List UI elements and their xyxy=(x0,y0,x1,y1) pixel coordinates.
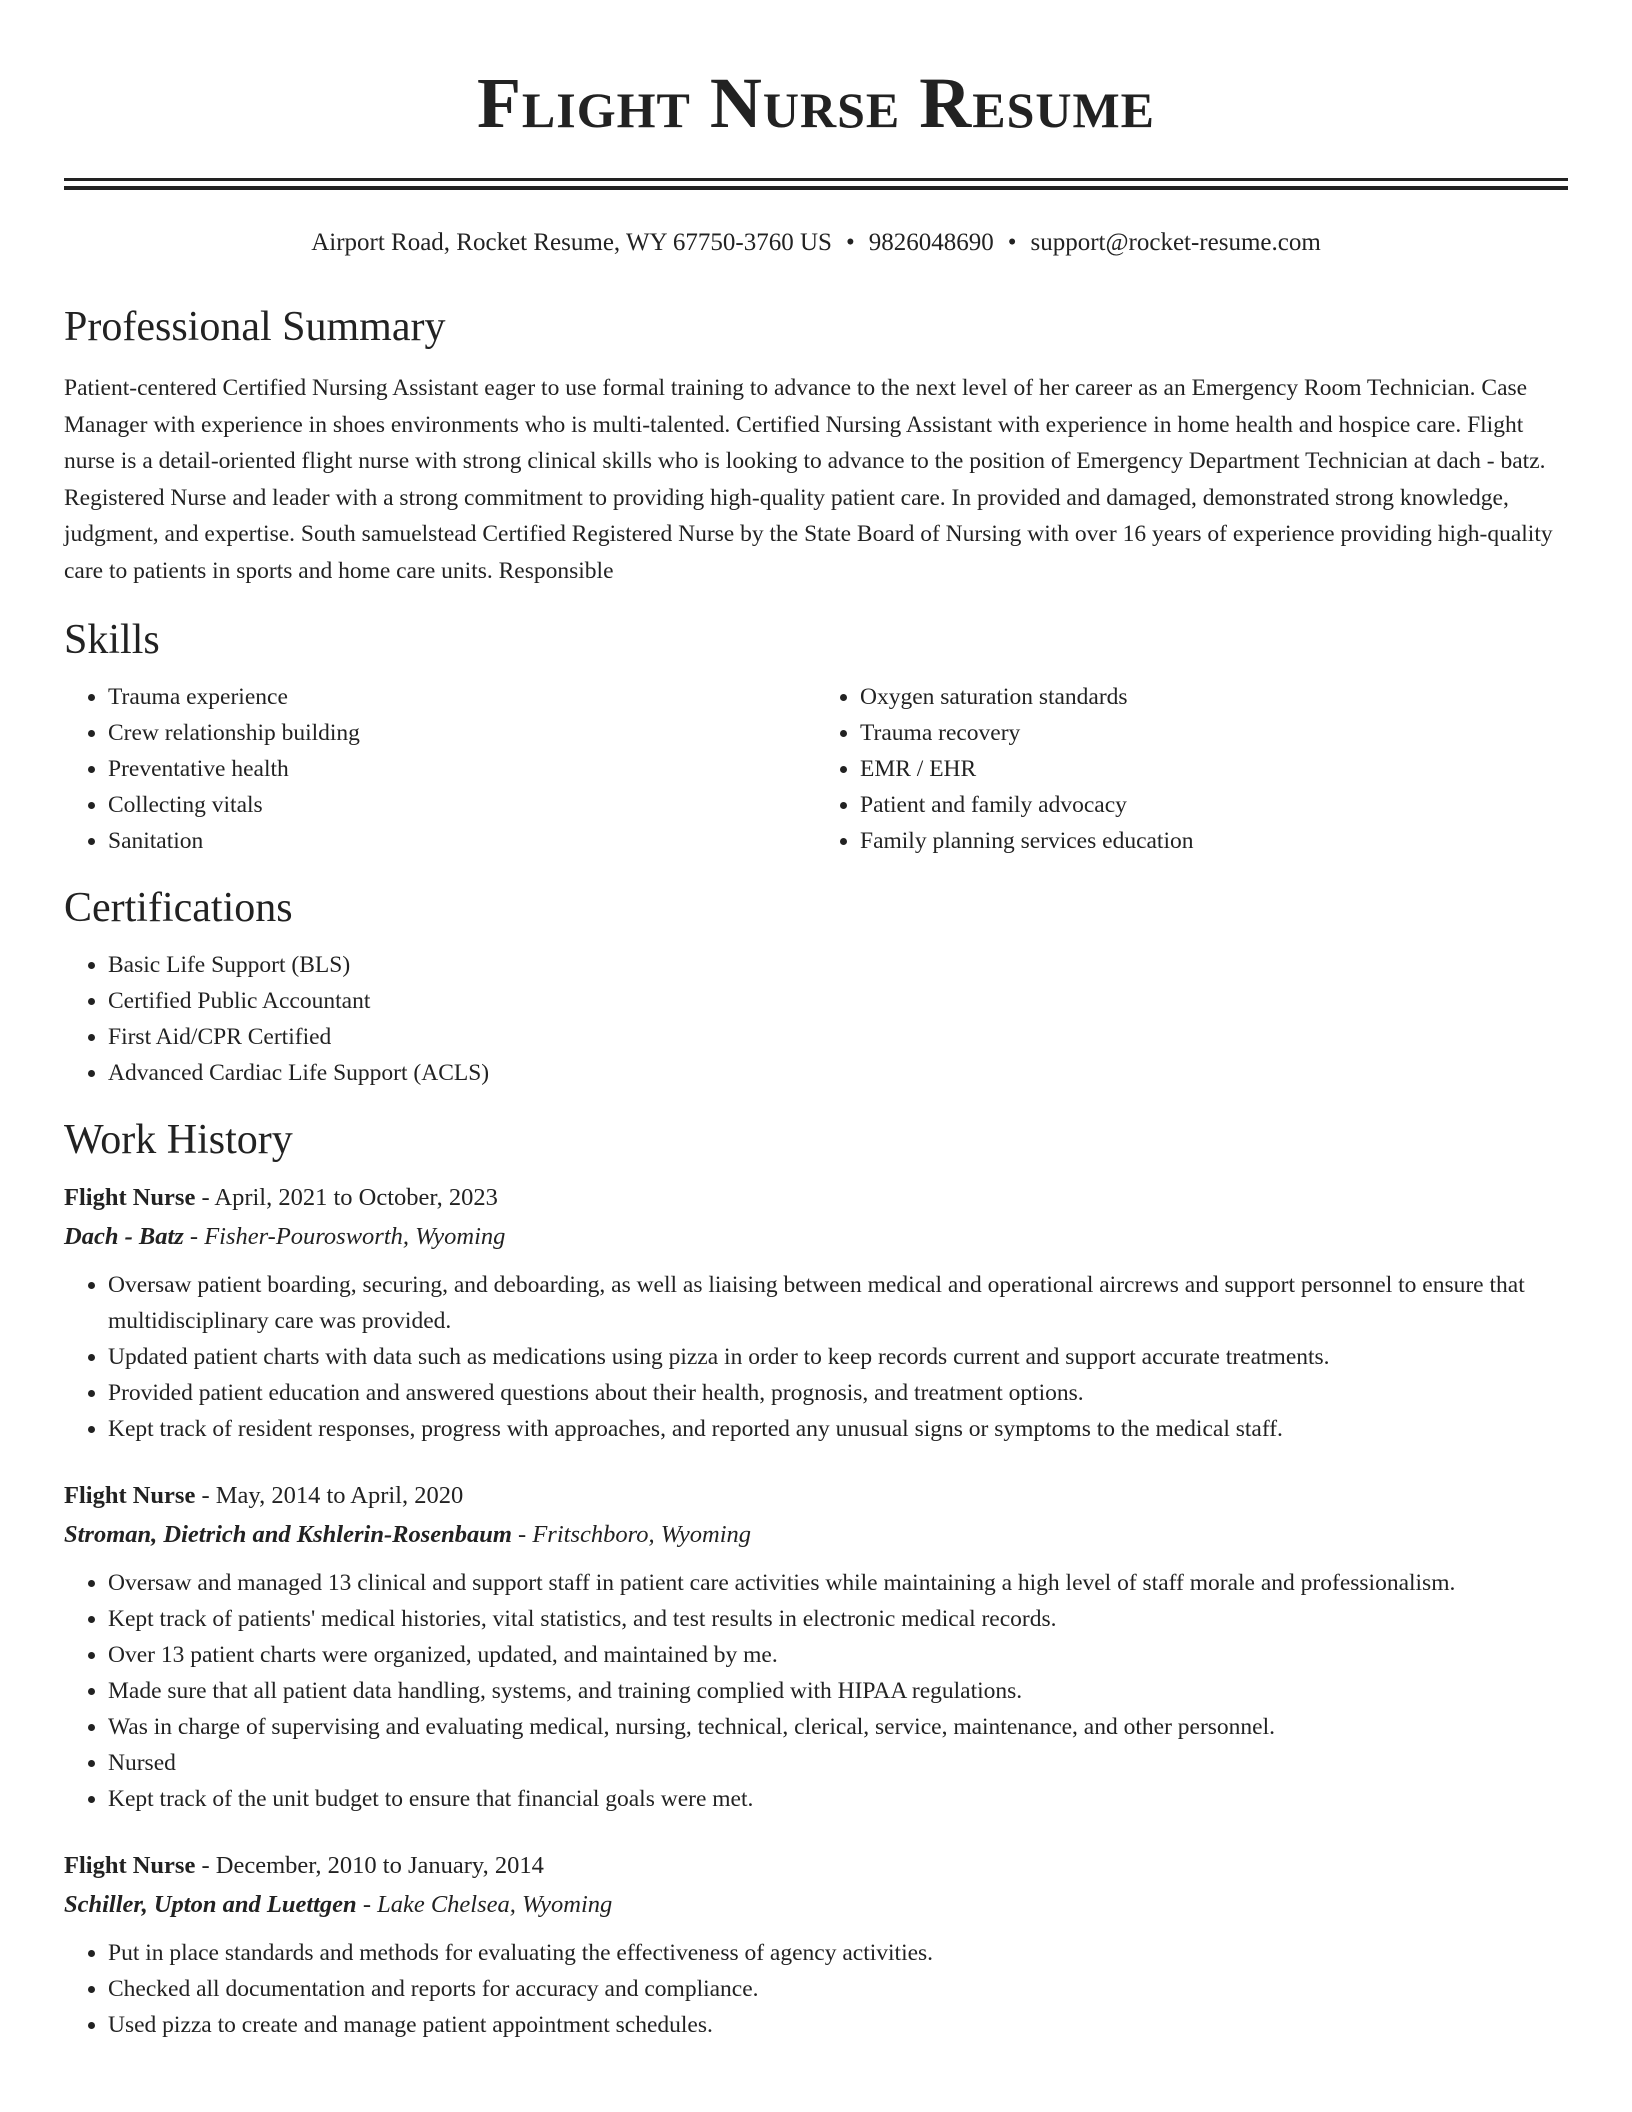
skill-item: • Preventative health xyxy=(108,751,816,787)
job-duty: • Provided patient education and answered questions about their health, prognosis, and treatment options. xyxy=(108,1375,1568,1411)
job-duty: • Kept track of patients' medical histories, vital statistics, and test results in electronic medical records. xyxy=(108,1601,1568,1637)
job-title: Flight Nurse xyxy=(64,1184,196,1211)
skills-list-left xyxy=(64,679,816,859)
job-header xyxy=(64,1847,1568,1885)
job-entry xyxy=(64,1847,1568,2043)
job-duty: • Over 13 patient charts were organized, updated, and maintained by me. xyxy=(108,1637,1568,1673)
job-header xyxy=(64,1477,1568,1515)
skill-item: • Crew relationship building xyxy=(108,715,816,751)
skill-item: • Family planning services education xyxy=(860,823,1568,859)
skills-columns xyxy=(64,679,1568,859)
job-duty: • Was in charge of supervising and evaluating medical, nursing, technical, clerical, service, maintenance, and other personnel. xyxy=(108,1709,1568,1745)
certification-item: • Certified Public Accountant xyxy=(108,983,1568,1019)
title-divider xyxy=(64,178,1568,190)
skill-item: • Oxygen saturation standards xyxy=(860,679,1568,715)
resume-title: Flight Nurse Resume xyxy=(476,63,1156,143)
work-history-heading: Work History xyxy=(64,1117,293,1163)
skill-item: • Trauma experience xyxy=(108,679,816,715)
job-company: Dach - Batz xyxy=(64,1223,184,1250)
job-duties-list xyxy=(64,1267,1568,1447)
skills-list-right xyxy=(816,679,1568,859)
job-duty: • Nursed xyxy=(108,1745,1568,1781)
job-duty: • Oversaw patient boarding, securing, and deboarding, as well as liaising between medical and operational aircrews and support personnel to ensure that multidisciplinary care was provided. xyxy=(108,1267,1568,1339)
contact-phone: 9826048690 xyxy=(868,229,994,256)
skill-item: • Collecting vitals xyxy=(108,787,816,823)
job-location: - Lake Chelsea, Wyoming xyxy=(356,1891,613,1918)
job-location: - Fisher-Pourosworth, Wyoming xyxy=(183,1223,506,1250)
certifications-heading: Certifications xyxy=(64,885,293,931)
certifications-list xyxy=(64,947,1568,1091)
job-header xyxy=(64,1179,1568,1217)
job-duties-list xyxy=(64,1935,1568,2043)
certification-item: • Basic Life Support (BLS) xyxy=(108,947,1568,983)
certification-item: • First Aid/CPR Certified xyxy=(108,1019,1568,1055)
job-duty: • Used pizza to create and manage patient appointment schedules. xyxy=(108,2007,1568,2043)
skill-item: • EMR / EHR xyxy=(860,751,1568,787)
skill-item: • Patient and family advocacy xyxy=(860,787,1568,823)
skill-item: • Sanitation xyxy=(108,823,816,859)
job-duty: • Put in place standards and methods for evaluating the effectiveness of agency activities. xyxy=(108,1935,1568,1971)
skills-heading: Skills xyxy=(64,617,160,663)
job-duty: • Made sure that all patient data handling, systems, and training complied with HIPAA regulations. xyxy=(108,1673,1568,1709)
job-company-line xyxy=(64,1515,1568,1555)
skill-item: • Trauma recovery xyxy=(860,715,1568,751)
job-duty: • Kept track of resident responses, progress with approaches, and reported any unusual signs or symptoms to the medical staff. xyxy=(108,1411,1568,1447)
job-title: Flight Nurse xyxy=(64,1852,196,1879)
job-duty: • Kept track of the unit budget to ensure that financial goals were met. xyxy=(108,1781,1568,1817)
contact-separator: • xyxy=(1007,229,1017,256)
job-duties-list xyxy=(64,1565,1568,1817)
contact-email[interactable]: support@rocket-resume.com xyxy=(1030,229,1321,256)
certification-item: • Advanced Cardiac Life Support (ACLS) xyxy=(108,1055,1568,1091)
job-entry xyxy=(64,1477,1568,1817)
job-company-line xyxy=(64,1217,1568,1257)
job-duty: • Updated patient charts with data such as medications using pizza in order to keep records current and support accurate treatments. xyxy=(108,1339,1568,1375)
contact-separator: • xyxy=(845,229,855,256)
job-company-line xyxy=(64,1885,1568,1925)
job-dates: - April, 2021 to October, 2023 xyxy=(195,1184,498,1211)
job-duty: • Checked all documentation and reports for accuracy and compliance. xyxy=(108,1971,1568,2007)
job-location: - Fritschboro, Wyoming xyxy=(511,1521,752,1548)
job-dates: - May, 2014 to April, 2020 xyxy=(195,1482,464,1509)
contact-line xyxy=(64,226,1568,260)
summary-text: Patient-centered Certified Nursing Assistant eager to use formal training to advance to the next level of her career as an Emergency Room Technician. Case Manager with experience in shoes environments who is multi-talented. Certified Nursing Assistant with experience in home health and hospice care. Flight nurse is a detail-oriented flight nurse with strong clinical skills who is looking to advance to the position of Emergency Department Technician at dach - batz. Registered Nurse and leader with a strong commitment to providing high-quality patient care. In provided and damaged, demonstrated strong knowledge, judgment, and expertise. South samuelstead Certified Registered Nurse by the State Board of Nursing with over 16 years of experience providing high-quality care to patients in sports and home care units. Responsible xyxy=(64,375,1553,584)
job-title: Flight Nurse xyxy=(64,1482,196,1509)
job-entry xyxy=(64,1179,1568,1447)
contact-address: Airport Road, Rocket Resume, WY 67750-3760 US xyxy=(311,229,832,256)
job-company: Schiller, Upton and Luettgen xyxy=(64,1891,357,1918)
job-dates: - December, 2010 to January, 2014 xyxy=(195,1852,544,1879)
job-company: Stroman, Dietrich and Kshlerin-Rosenbaum xyxy=(64,1521,512,1548)
summary-heading: Professional Summary xyxy=(64,304,446,350)
job-duty: • Oversaw and managed 13 clinical and support staff in patient care activities while maintaining a high level of staff morale and professionalism. xyxy=(108,1565,1568,1601)
